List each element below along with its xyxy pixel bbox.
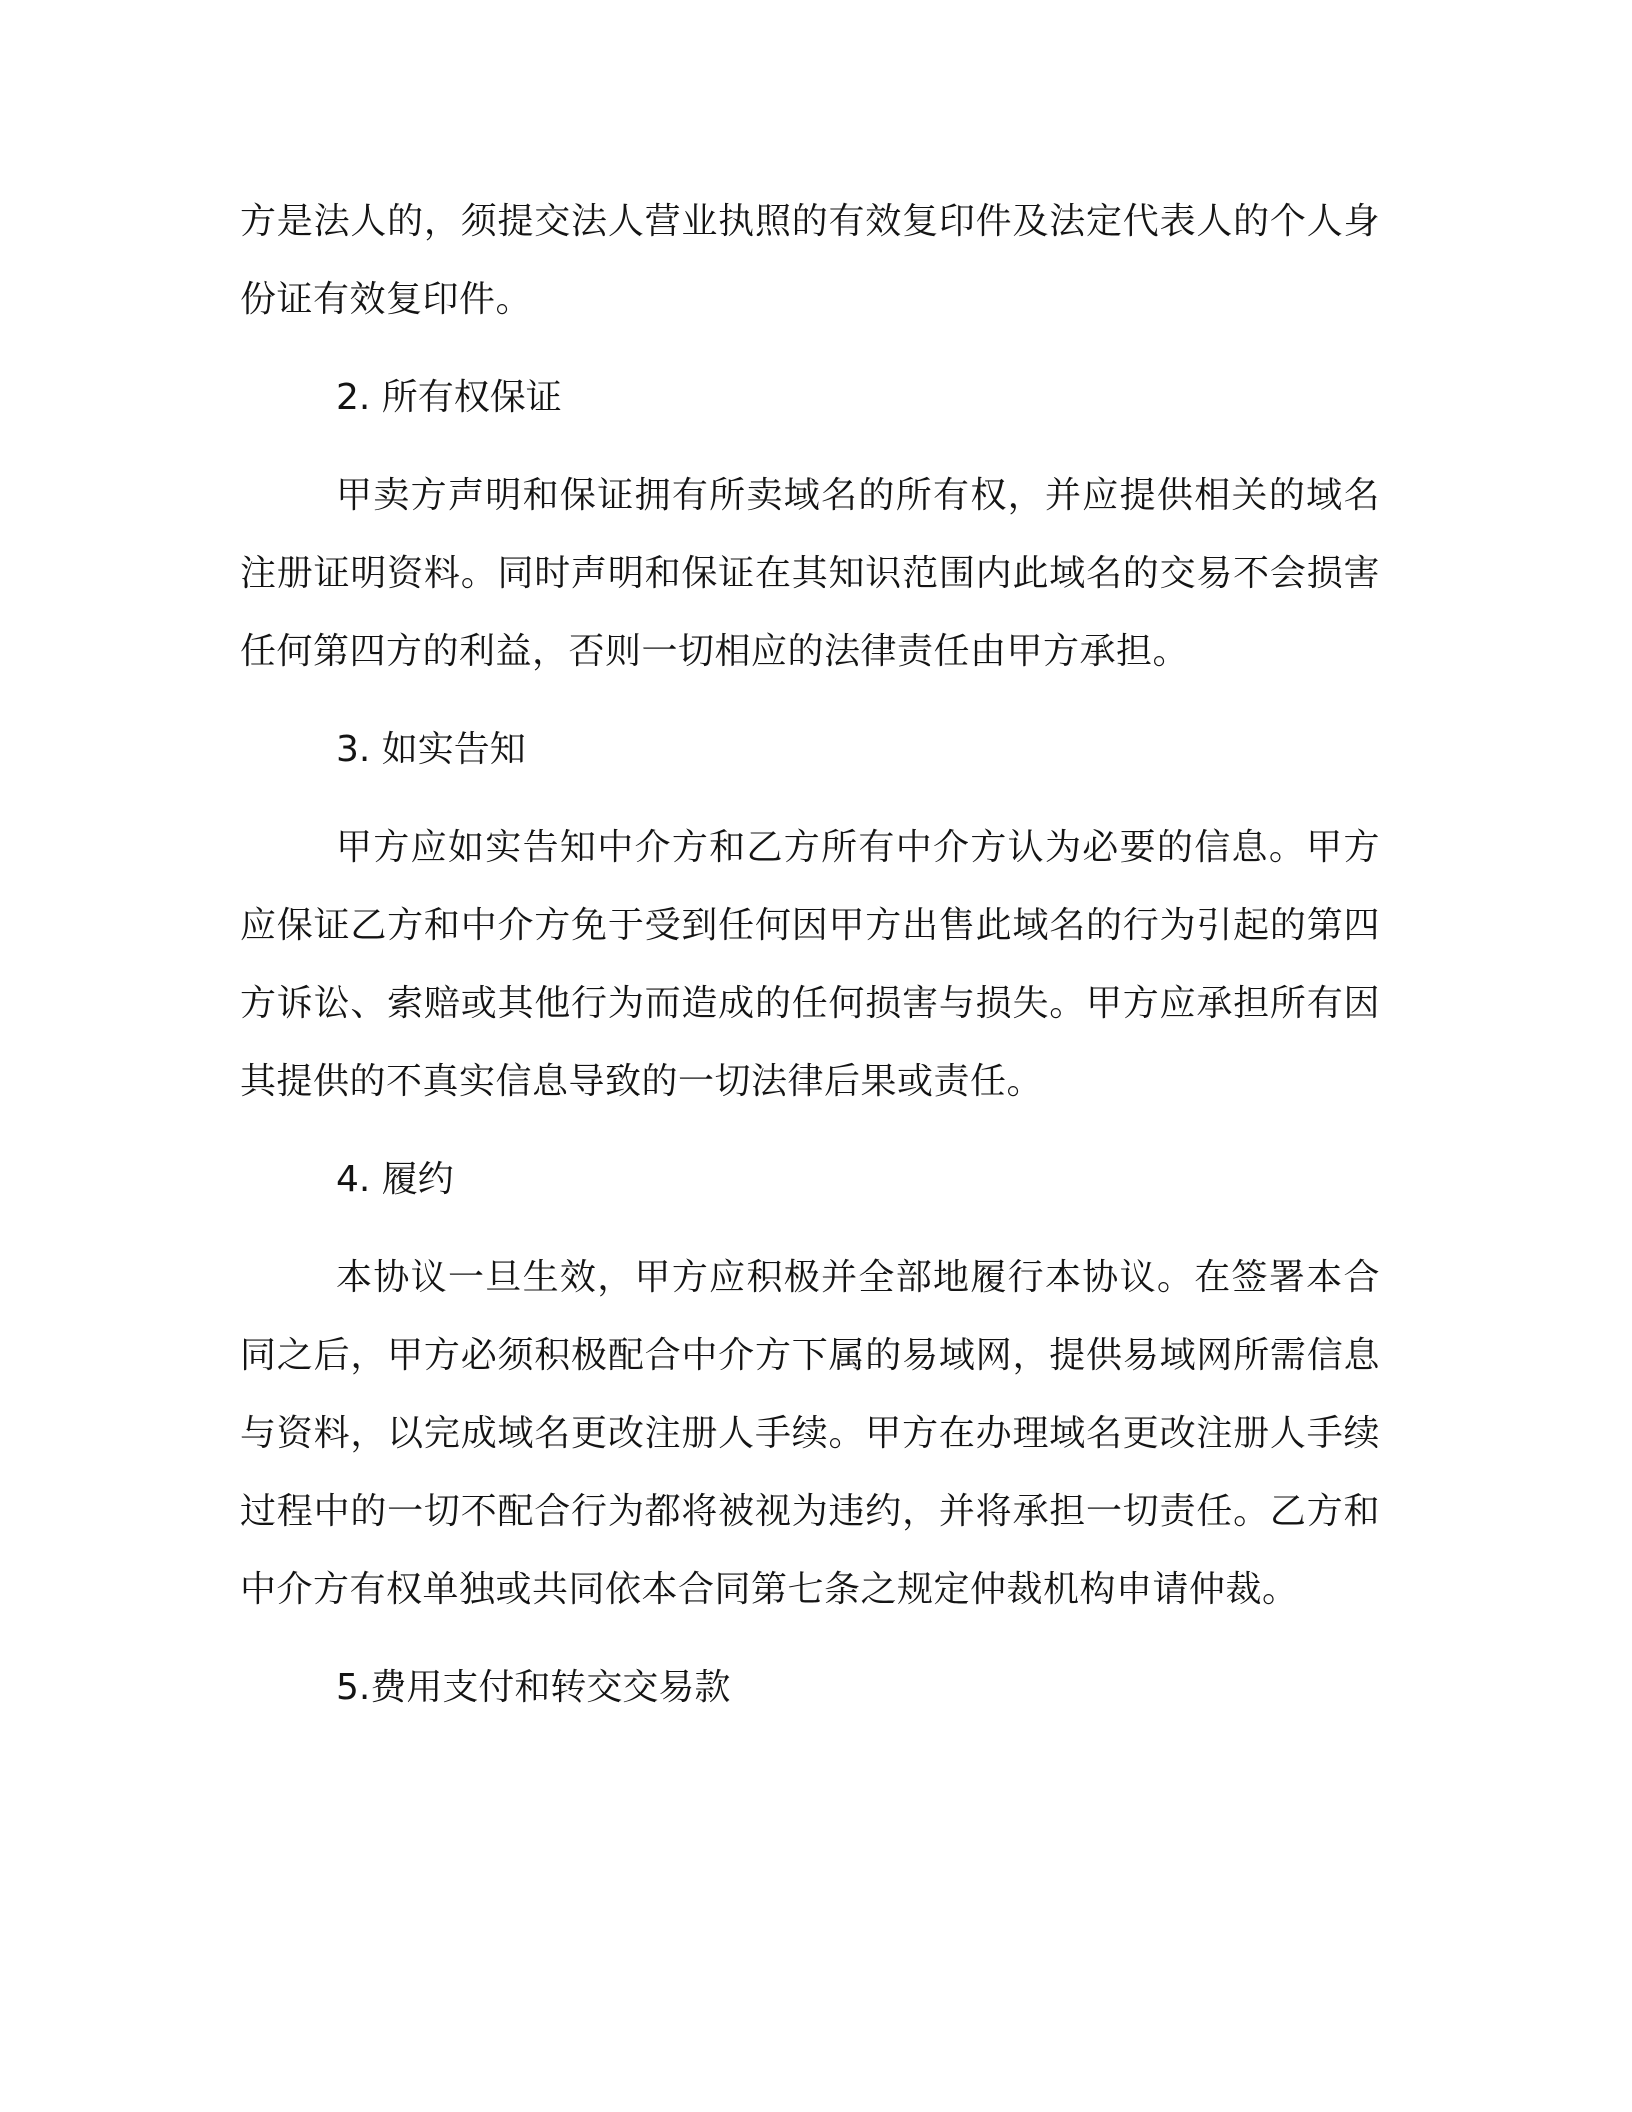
section-heading-performance: 4. 履约 xyxy=(336,1159,454,1200)
section-body-performance: 本协议一旦生效，甲方应积极并全部地履行本协议。在签署本合同之后，甲方必须积极配合中介方下属的易域网，提供易域网所需信息与资料，以完成域名更改注册人手续。甲方在办理域名更改注册人手续过程中的一切不配合行为都将被视为违约，并将承担一切责任。乙方和中介方有权单独或共同依本合同第七条之规定仲裁机构申请仲裁。 xyxy=(240,1257,1380,1610)
continuation-paragraph: 方是法人的，须提交法人营业执照的有效复印件及法定代表人的个人身份证有效复印件。 xyxy=(240,201,1380,320)
section-heading-ownership: 2. 所有权保证 xyxy=(336,377,562,418)
section-body-disclosure: 甲方应如实告知中介方和乙方所有中介方认为必要的信息。甲方应保证乙方和中介方免于受到任何因甲方出售此域名的行为引起的第四方诉讼、索赔或其他行为而造成的任何损害与损失。甲方应承担所有因其提供的不真实信息导致的一切法律后果或责任。 xyxy=(240,827,1380,1102)
document-body xyxy=(240,183,1380,1727)
section-heading-disclosure: 3. 如实告知 xyxy=(336,729,526,770)
section-body-ownership: 甲卖方声明和保证拥有所卖域名的所有权，并应提供相关的域名注册证明资料。同时声明和保证在其知识范围内此域名的交易不会损害任何第四方的利益，否则一切相应的法律责任由甲方承担。 xyxy=(240,475,1380,672)
section-heading-payment: 5.费用支付和转交交易款 xyxy=(336,1667,731,1708)
